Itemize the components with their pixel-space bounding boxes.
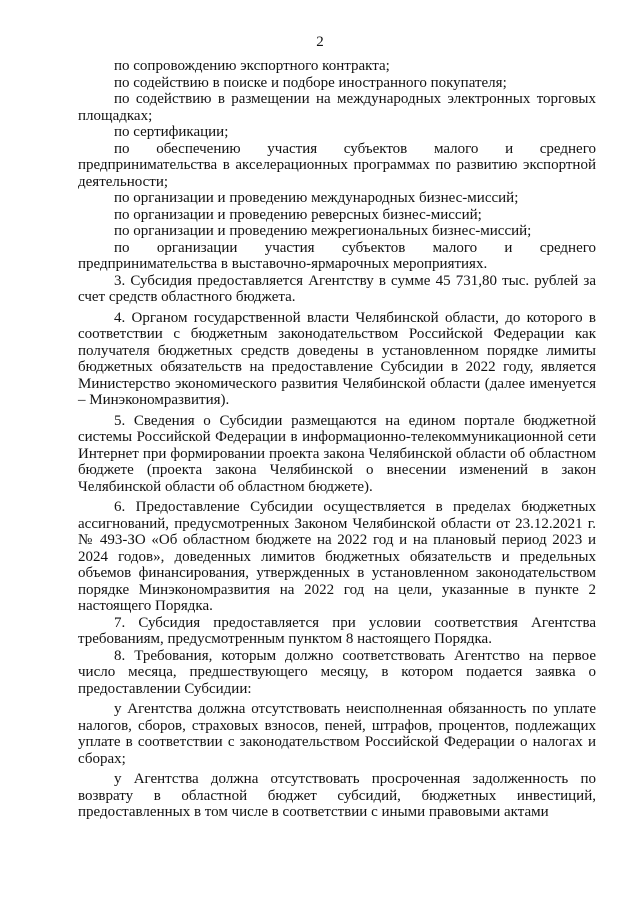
list-item: по организации и проведению межрегиональных бизнес-миссий; (114, 223, 532, 239)
paragraph-7: 7. Субсидия предоставляется при условии соответствия Агентства требованиям, предусмотренным пунктом 8 настоящего Порядка. (78, 614, 596, 647)
list-item: по организации и проведению международных бизнес-миссий; (114, 190, 519, 206)
list-item: по сопровождению экспортного контракта; (114, 58, 390, 74)
list-item: по содействию в размещении на международных электронных торговых площадках; (78, 91, 596, 124)
paragraph-6: 6. Предоставление Субсидии осуществляется в пределах бюджетных ассигнований, предусмотренных Законом Челябинской области от 23.12.2021 г. № 493-ЗО «Об областном бюджете на 2022 год и на плановый период 2023 и 2024 годов», доведенных лимитов бюджетных обязательств и предельных объемов финансирования, утвержденных в установленном законодательством порядке Минэкономразвития на 2022 год на цели, указанные в пункте 2 настоящего Порядка. (78, 499, 596, 614)
list-item: по сертификации; (114, 124, 229, 140)
page-number: 2 (316, 34, 324, 50)
paragraph-4: 4. Органом государственной власти Челябинской области, до которого в соответствии с бюджетным законодательством Российской Федерации как получателя бюджетных средств доведены в установленном порядке лимиты бюджетных обязательств на предоставление Субсидии в 2022 году, является Министерство экономического развития Челябинской области (далее именуется – Минэкономразвития). (78, 309, 596, 408)
paragraph-3: 3. Субсидия предоставляется Агентству в сумме 45 731,80 тыс. рублей за счет средств областного бюджета. (78, 272, 596, 305)
paragraph-8: 8. Требования, которым должно соответствовать Агентство на первое число месяца, предшествующего месяцу, в котором подается заявка о предоставлении Субсидии: (78, 647, 596, 697)
list-item: по обеспечению участия субъектов малого и среднего предпринимательства в акселерационных программах по развитию экспортной деятельности; (78, 140, 596, 190)
list-item: по содействию в поиске и подборе иностранного покупателя; (114, 74, 507, 91)
requirement-item: у Агентства должна отсутствовать неисполненная обязанность по уплате налогов, сборов, страховых взносов, пеней, штрафов, процентов, подлежащих уплате в соответствии с законодательством Российской Федерации о налогах и сборах; (78, 701, 596, 767)
list-item: по организации участия субъектов малого и среднего предпринимательства в выставочно-ярмарочных мероприятиях. (78, 239, 596, 272)
requirement-item: у Агентства должна отсутствовать просроченная задолженность по возврату в областной бюджет субсидий, бюджетных инвестиций, предоставленных в том числе в соответствии с иными правовыми актами (78, 771, 596, 820)
list-item: по организации и проведению реверсных бизнес-миссий; (114, 206, 482, 223)
document-body (78, 58, 596, 821)
paragraph-5: 5. Сведения о Субсидии размещаются на едином портале бюджетной системы Российской Федерации в информационно-телекоммуникационной сети Интернет при формировании проекта закона Челябинской области об областном бюджете (проекта закона Челябинской о внесении изменений в закон Челябинской области об областном бюджете). (78, 412, 596, 495)
